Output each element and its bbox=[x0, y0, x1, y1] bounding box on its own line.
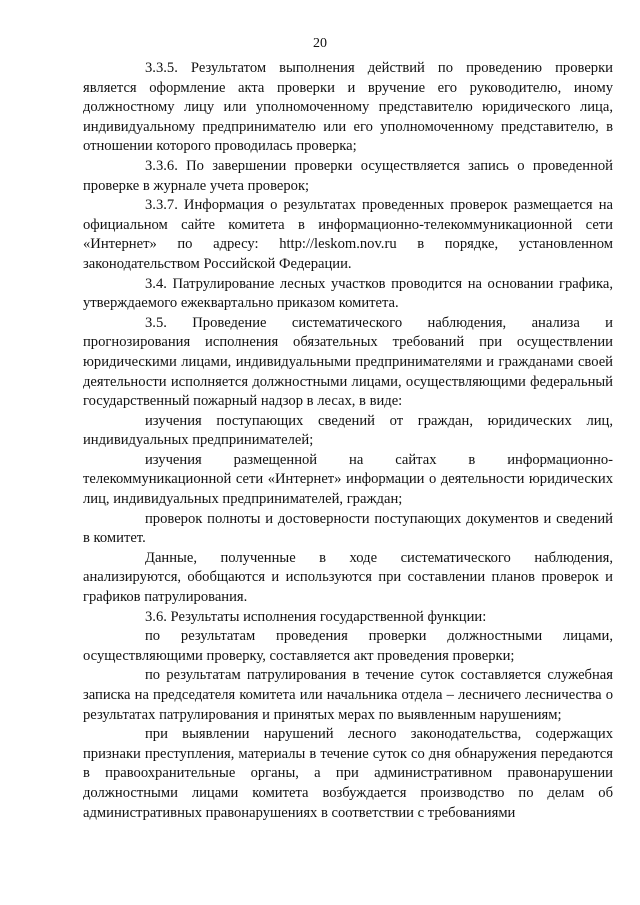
list-item-citizen-info: изучения поступающих сведений от граждан, юридических лиц, индивидуальных предпринимателей; bbox=[83, 412, 613, 449]
list-item-patrol-memo: по результатам патрулирования в течение суток составляется служебная записка на председателя комитета или начальника отдела – лесничего лесничества о результатах патрулирования и принятых мерах по выявленным нарушениям; bbox=[83, 667, 613, 723]
paragraph-3-6: 3.6. Результаты исполнения государственной функции: bbox=[145, 608, 487, 625]
paragraph-3-5: 3.5. Проведение систематического наблюдения, анализа и прогнозирования исполнения обязательных требований при осуществлении юридическими лицами, индивидуальными предпринимателями и гражданами своей деятельности исполняется должностными лицами, осуществляющими федеральный государственный пожарный надзор в лесах, в виде: bbox=[83, 314, 613, 410]
list-item-violations: при выявлении нарушений лесного законодательства, содержащих признаки преступления, материалы в течение суток со дня обнаружения передаются в правоохранительные органы, а при административном правонарушении должностными лицами комитета возбуждается производство по делам об административных правонарушениях в соответствии с требованиями bbox=[83, 726, 613, 821]
paragraph-data-usage: Данные, полученные в ходе систематического наблюдения, анализируются, обобщаются и используются при составлении планов проверок и графиков патрулирования. bbox=[83, 549, 613, 606]
list-item-internet-info: изучения размещенной на сайтах в информационно-телекоммуникационной сети «Интернет» информации о деятельности юридических лиц, индивидуальных предпринимателей, граждан; bbox=[83, 451, 613, 508]
document-body bbox=[83, 59, 613, 823]
page-number: 20 bbox=[313, 36, 327, 51]
paragraph-3-4: 3.4. Патрулирование лесных участков проводится на основании графика, утверждаемого ежеквартально приказом комитета. bbox=[83, 275, 613, 312]
paragraph-3-3-5: 3.3.5. Результатом выполнения действий по проведению проверки является оформление акта проверки и вручение его руководителю, иному должностному лицу или уполномоченному представителю юридического лица, индивидуальному предпринимателю или его уполномоченному представителю, в отношении которого проводилась проверка; bbox=[83, 60, 613, 155]
paragraph-3-3-7: 3.3.7. Информация о результатах проведенных проверок размещается на официальном сайте комитета в информационно-телекоммуникационной сети «Интернет» по адресу: http://leskom.nov.ru в порядке, установленном законодательством Российской Федерации. bbox=[83, 197, 613, 272]
paragraph-3-3-6: 3.3.6. По завершении проверки осуществляется запись о проведенной проверке в журнале учета проверок; bbox=[83, 157, 613, 194]
list-item-document-checks: проверок полноты и достоверности поступающих документов и сведений в комитет. bbox=[83, 510, 613, 547]
list-item-inspection-act: по результатам проведения проверки должностными лицами, осуществляющими проверку, составляется акт проведения проверки; bbox=[83, 628, 613, 664]
